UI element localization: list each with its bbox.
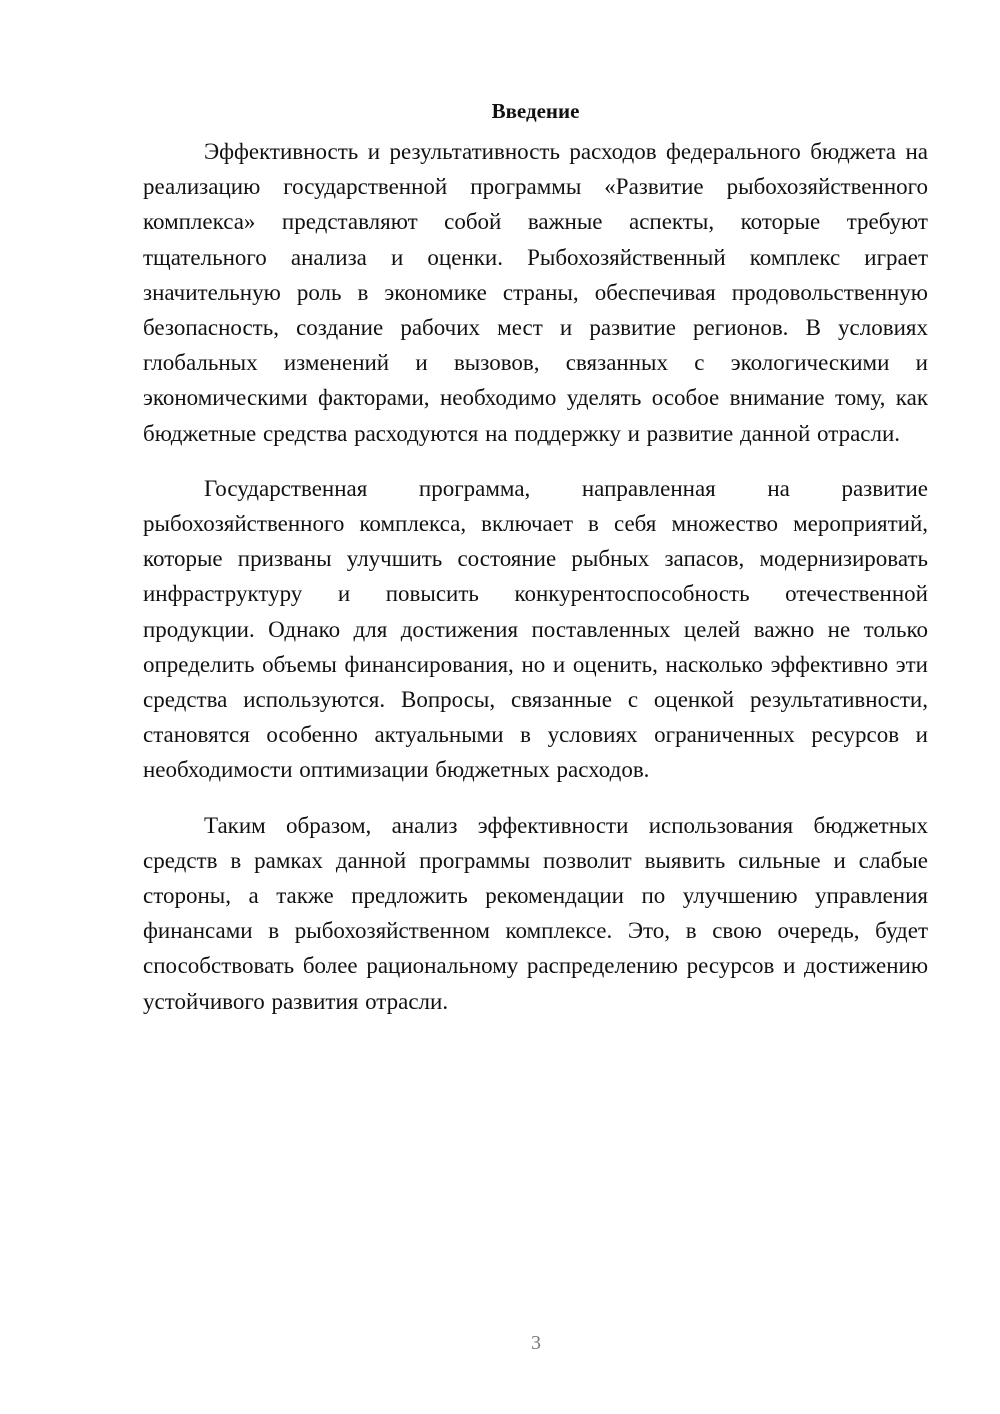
paragraph-1: Эффективность и результативность расходов федерального бюджета на реализацию государственной программы «Развитие рыбохозяйственного комплекса» представляют собой важные аспекты, которые требуют тщательного анализа и оценки. Рыбохозяйственный комплекс играет значительную роль в экономике страны, обеспечивая продовольственную безопасность, создание рабочих мест и развитие регионов. В условиях глобальных изменений и вызовов, связанных с экологическими и экономическими факторами, необходимо уделять особое внимание тому, как бюджетные средства расходуются на поддержку и развитие данной отрасли. [143, 139, 928, 446]
paragraph-3: Таким образом, анализ эффективности использования бюджетных средств в рамках данной программы позволит выявить сильные и слабые стороны, а также предложить рекомендации по улучшению управления финансами в рыбохозяйственном комплексе. Это, в свою очередь, будет способствовать более рациональному распределению ресурсов и достижению устойчивого развития отрасли. [143, 812, 928, 1014]
page-content [143, 94, 928, 1039]
section-title: Введение [491, 99, 580, 123]
paragraph-2: Государственная программа, направленная на развитие рыбохозяйственного комплекса, включает в себя множество мероприятий, которые призваны улучшить состояние рыбных запасов, модернизировать инфраструктуру и повысить конкурентоспособность отечественной продукции. Однако для достижения поставленных целей важно не только определить объемы финансирования, но и оценить, насколько эффективно эти средства используются. Вопросы, связанные с оценкой результативности, становятся особенно актуальными в условиях ограниченных ресурсов и необходимости оптимизации бюджетных расходов. [143, 475, 928, 783]
page-number: 3 [531, 1332, 541, 1354]
